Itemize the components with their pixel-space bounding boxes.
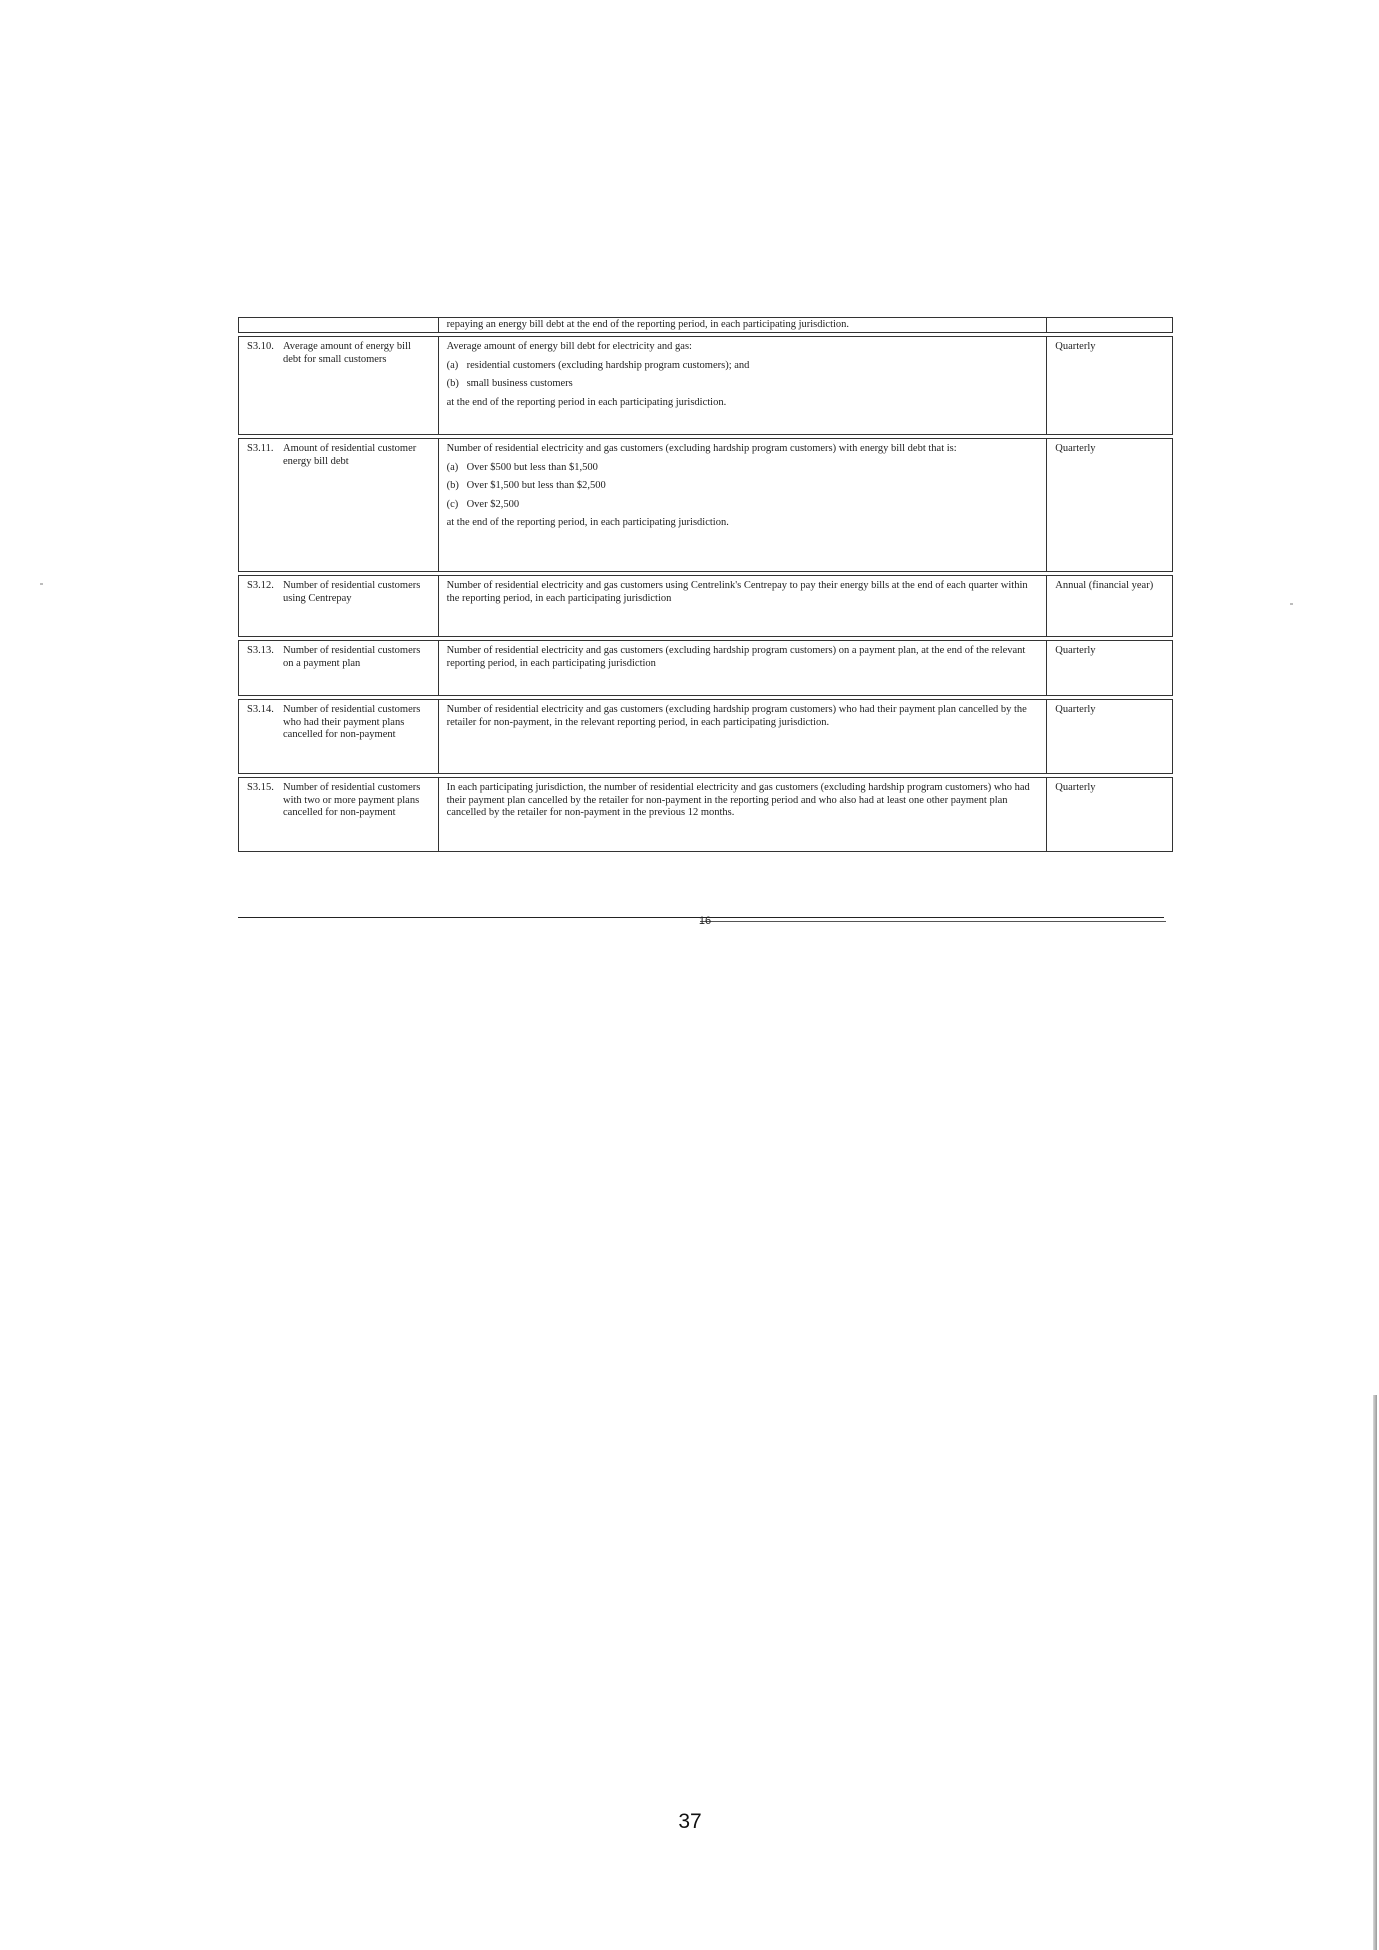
row-label: Number of residential customers using Centrepay [283,580,421,604]
indicator-table [238,317,1173,855]
item-marker: (a) [446,461,459,473]
scan-page-edge [1373,1395,1377,1950]
row-id: S3.14. [247,704,274,715]
row-description-cell [439,576,1048,636]
item-text: Over $2,500 [466,498,520,510]
table-row [238,777,1173,852]
list-item [447,480,1041,493]
row-intro: In each participating jurisdiction, the number of residential electricity and gas customers (excluding hardship program customers) who had their payment plan cancelled by the retailer for non-payment in the reporting period and who also had at least one other payment plan cancelled by the retailer for non-payment in the previous 12 months. [446,782,1030,818]
row-intro: Number of residential electricity and gas customers (excluding hardship program customers) on a payment plan, at the end of the relevant reporting period, in each participating jurisdiction [446,645,1026,669]
row-label-cell [239,778,439,851]
table-row [238,699,1173,774]
list-item [447,360,1041,373]
item-text: Over $500 but less than $1,500 [466,461,598,473]
item-marker: (b) [446,480,459,491]
row-frequency: Quarterly [1055,645,1096,656]
page-number: 37 [678,1810,702,1833]
row-frequency-cell [1047,318,1172,332]
row-frequency-cell [1047,439,1172,571]
row-description-cell [439,337,1048,434]
row-label-cell [239,576,439,636]
table-row [238,640,1173,696]
row-outro: at the end of the reporting period, in each participating jurisdiction. [446,517,729,528]
row-description-cell [439,439,1048,571]
row-label: Number of residential customers with two or more payment plans cancelled for non-payment [283,782,421,818]
scan-speck [1290,603,1293,605]
footer-rule-secondary [700,921,1166,922]
list-item [447,499,1041,512]
table-row [238,336,1173,435]
row-label: Average amount of energy bill debt for small customers [283,341,411,365]
row-frequency-cell [1047,576,1172,636]
row-id: S3.15. [247,782,274,793]
inner-page-number: 16 [698,915,712,927]
row-frequency: Quarterly [1055,782,1096,793]
row-label-cell [239,318,439,332]
row-description-cell [439,641,1048,695]
row-id: S3.10. [247,341,274,352]
row-label-cell [239,641,439,695]
table-row [238,438,1173,572]
row-frequency: Quarterly [1055,704,1096,715]
row-intro: Average amount of energy bill debt for electricity and gas: [446,341,692,352]
row-label-cell [239,337,439,434]
row-id: S3.11. [247,443,274,454]
item-marker: (a) [446,359,459,371]
row-label-cell [239,700,439,773]
row-frequency: Annual (financial year) [1055,580,1154,591]
item-text: small business customers [466,378,573,389]
row-frequency-cell [1047,700,1172,773]
row-frequency-cell [1047,641,1172,695]
row-frequency-cell [1047,778,1172,851]
row-label-cell [239,439,439,571]
row-frequency-cell [1047,337,1172,434]
item-marker: (b) [446,378,459,389]
row-id: S3.12. [247,580,274,591]
row-frequency: Quarterly [1055,341,1096,352]
item-text: Over $1,500 but less than $2,500 [466,480,606,491]
row-description-cell [439,778,1048,851]
row-label: Number of residential customers who had their payment plans cancelled for non-payment [283,704,421,740]
row-intro: Number of residential electricity and gas customers (excluding hardship program customers) who had their payment plan cancelled by the retailer for non-payment, in the relevant reporting period, in each participating jurisdiction. [446,704,1027,728]
row-description-cell [439,700,1048,773]
table-row [238,575,1173,637]
row-outro: at the end of the reporting period in each participating jurisdiction. [446,396,727,408]
row-frequency: Quarterly [1055,443,1096,454]
row-label: Amount of residential customer energy bill debt [283,443,417,467]
row-id: S3.13. [247,645,274,656]
scan-speck [40,583,43,585]
row-description: repaying an energy bill debt at the end of the reporting period, in each participating jurisdiction. [446,319,850,330]
item-marker: (c) [446,498,459,510]
row-intro: Number of residential electricity and gas customers using Centrelink's Centrepay to pay their energy bills at the end of each quarter within the reporting period, in each participating jurisdiction [446,580,1028,604]
item-text: residential customers (excluding hardship program customers); and [466,359,750,371]
list-item [447,462,1041,475]
table-row [238,317,1173,333]
list-item [447,378,1041,391]
row-label: Number of residential customers on a payment plan [283,645,421,669]
row-description-cell [439,318,1048,332]
row-intro: Number of residential electricity and gas customers (excluding hardship program customers) with energy bill debt that is: [446,443,957,454]
